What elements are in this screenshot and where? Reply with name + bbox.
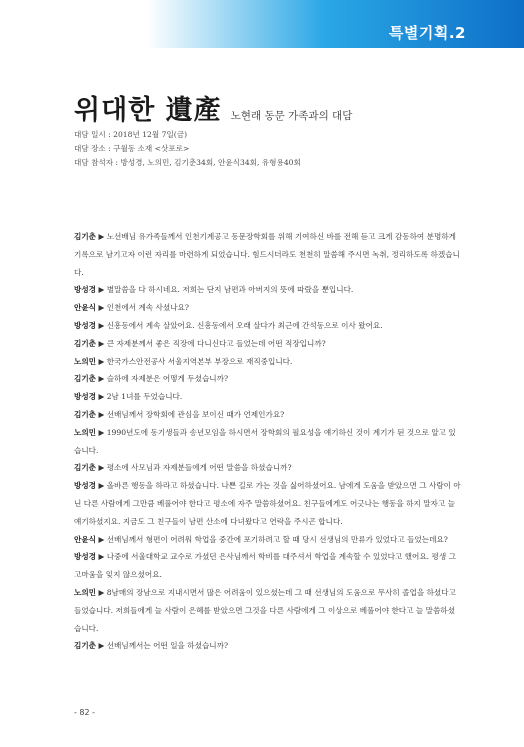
speaker-name: 노의민 [74,356,97,366]
arrow-icon: ▶ [98,552,105,562]
arrow-icon: ▶ [98,534,105,544]
dialogue-line [74,317,462,335]
arrow-icon: ▶ [98,374,105,384]
meta-place: 대담 장소 : 구월동 소재 <삿포로> [74,144,190,153]
dialogue-text: 슬하에 자제분은 어떻게 두셨습니까? [106,374,229,384]
dialogue-line [74,353,462,371]
arrow-icon: ▶ [98,587,105,597]
speaker-name: 방성경 [74,285,97,295]
arrow-icon: ▶ [98,427,105,437]
speaker-name: 김기춘 [74,232,97,241]
arrow-icon: ▶ [98,338,105,348]
dialogue-line [74,584,462,637]
arrow-icon: ▶ [98,409,105,419]
dialogue-line [74,459,462,477]
article-title: 위대한 遺產 [74,95,222,126]
dialogue-text: 2남 1녀를 두었습니다. [106,392,183,402]
interview-body [74,228,462,655]
dialogue-line [74,299,462,317]
speaker-name: 김기춘 [74,463,97,473]
interview-meta [74,128,301,170]
speaker-name: 김기춘 [74,641,97,651]
meta-date: 대담 일시 : 2018년 12월 7일(금) [74,130,188,139]
dialogue-text: 8남매의 장남으로 지내시면서 많은 어려움이 있으셨는데 그 때 선생님의 도움으로 무사히 졸업을 하셨다고 들었습니다. 저희들에게 늘 사람이 은혜를 받았으면 그것을 다른 사람에게 그 이상으로 베풀어야 한다고 늘 말씀하셨습니다. [74,587,456,633]
banner-title: 특별기획.2 [388,24,466,42]
page-number: - 82 - [74,708,96,717]
speaker-name: 안윤식 [74,303,97,313]
dialogue-text: 평소에 사모님과 자제분들에게 어떤 말씀을 하셨습니까? [106,463,292,473]
speaker-name: 방성경 [74,392,97,402]
dialogue-line [74,228,462,281]
dialogue-line [74,335,462,353]
dialogue-line [74,637,462,655]
speaker-name: 노의민 [74,587,97,597]
dialogue-line [74,548,462,584]
dialogue-line [74,388,462,406]
dialogue-line [74,370,462,388]
article-subtitle: 노현래 동문 가족과의 대담 [230,110,353,122]
dialogue-line [74,281,462,299]
dialogue-text: 1990년도에 동기생들과 송년모임을 하시면서 장학회의 필요성을 얘기하신 것이 계기가 된 것으로 알고 있습니다. [74,427,456,455]
arrow-icon: ▶ [98,463,105,473]
arrow-icon: ▶ [98,356,105,366]
dialogue-text: 선배님께서는 어떤 일을 하셨습니까? [106,641,229,651]
dialogue-text: 선배님께서 장학회에 관심을 보이신 때가 언제인가요? [106,409,285,419]
dialogue-text: 별말씀을 다 하시네요. 저희는 단지 남편과 아버지의 뜻에 따랐을 뿐입니다. [106,285,354,295]
dialogue-text: 신흥동에서 계속 살았어요. 신흥동에서 오래 살다가 최근에 간석동으로 이사 왔어요. [106,320,383,330]
article-headline [74,88,352,127]
speaker-name: 방성경 [74,481,97,491]
dialogue-line [74,477,462,530]
arrow-icon: ▶ [98,285,105,295]
speaker-name: 방성경 [74,552,97,562]
arrow-icon: ▶ [98,303,105,313]
arrow-icon: ▶ [98,392,105,402]
speaker-name: 김기춘 [74,409,97,419]
arrow-icon: ▶ [98,481,105,491]
dialogue-line [74,406,462,424]
dialogue-text: 큰 자제분께서 좋은 직장에 다니신다고 들었는데 어떤 직장입니까? [106,338,326,348]
dialogue-text: 선배님께서 형편이 어려워 학업을 중간에 포기하려고 할 때 당시 선생님의 만류가 있었다고 들었는데요? [106,534,448,544]
speaker-name: 안윤식 [74,534,97,544]
arrow-icon: ▶ [98,320,105,330]
dialogue-text: 한국가스안전공사 서울지역본부 부장으로 재직중입니다. [106,356,293,366]
dialogue-text: 올바른 행동을 하라고 하셨습니다. 나쁜 길로 가는 것을 싫어하셨어요. 남에게 도움을 받았으면 그 사람이 아닌 다른 사람에게 그만큼 베풀어야 한다고 평소에 자주 말씀하셨어요. 친구들에게도 어긋나는 행동을 하지 말자고 늘 얘기하셨지요. 지금도 그 친구들이 남편 산소에 다녀왔다고 연락을 주시곤 합니다. [74,481,461,526]
dialogue-line [74,531,462,549]
dialogue-text: 나중에 서울대학교 교수로 가셨던 은사님께서 학비를 대주셔서 학업을 계속할 수 있었다고 했어요. 평생 그 고마움을 잊지 않으셨어요. [74,552,456,580]
speaker-name: 노의민 [74,427,97,437]
meta-participants: 대담 참석자 : 방성경, 노의민, 김기춘34회, 안윤식34회, 유형용40회 [74,158,301,167]
dialogue-line [74,424,462,460]
speaker-name: 김기춘 [74,374,97,384]
section-banner [0,0,524,48]
arrow-icon: ▶ [98,232,105,241]
speaker-name: 김기춘 [74,338,97,348]
dialogue-text: 노선배님 유가족들께서 인천기계공고 동문장학회를 위해 기여하신 바를 전해 듣고 크게 감동하여 분명하게 기록으로 남기고자 이런 자리를 마련하게 되었습니다. 힘드시더라도 천천히 말씀해 주시면 녹취, 정리하도록 하겠습니다. [74,232,460,277]
arrow-icon: ▶ [98,641,105,651]
speaker-name: 방성경 [74,320,97,330]
dialogue-text: 인천에서 계속 사셨나요? [106,303,189,313]
